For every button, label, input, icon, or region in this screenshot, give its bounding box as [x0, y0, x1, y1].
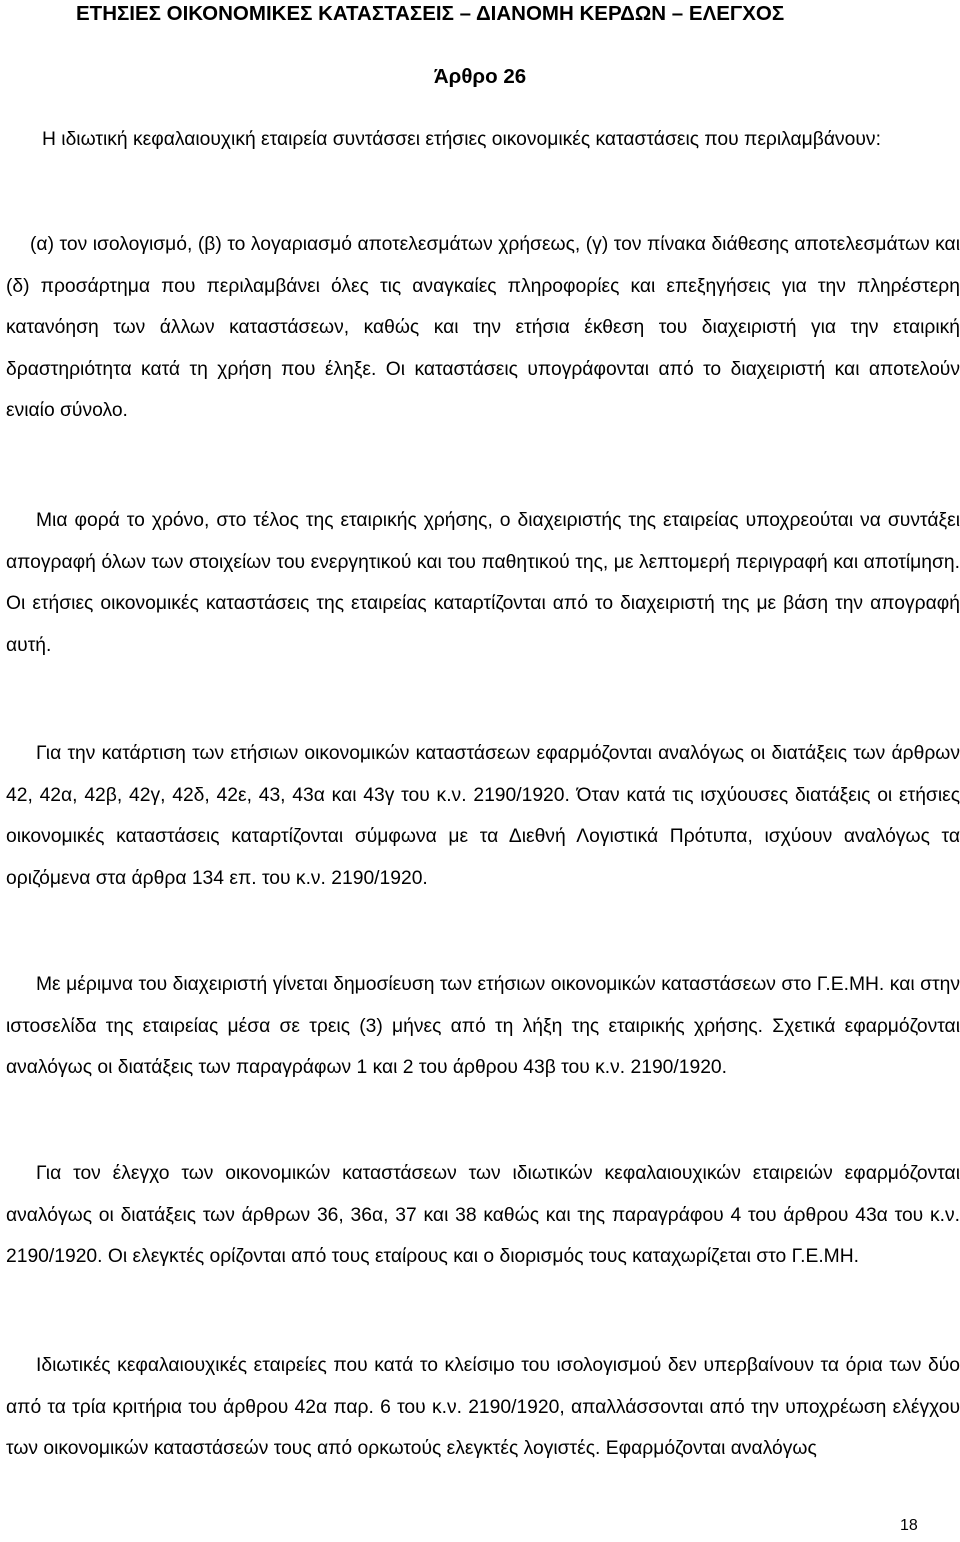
page-number: 18 — [900, 1517, 918, 1534]
paragraph-7: Ιδιωτικές κεφαλαιουχικές εταιρείες που κατά το κλείσιμο του ισολογισμού δεν υπερβαίνουν τα όρια των δύο από τα τρία κριτήρια του άρθρου 42α παρ. 6 του κ.ν. 2190/1920, απαλλάσσονται από την υποχρέωση ελέγχου των οικονομικών καταστάσεών τους από ορκωτούς ελεγκτές λογιστές. Εφαρμόζονται αναλόγως — [6, 1355, 960, 1459]
paragraph-3: Μια φορά το χρόνο, στο τέλος της εταιρικής χρήσης, ο διαχειριστής της εταιρείας υποχρεούται να συντάξει απογραφή όλων των στοιχείων του ενεργητικού και του παθητικού της, με λεπτομερή περιγραφή και αποτίμηση. Οι ετήσιες οικονομικές καταστάσεις της εταιρείας καταρτίζονται από το διαχειριστή της με βάση την απογραφή αυτή. — [6, 510, 960, 656]
paragraph-5: Με μέριμνα του διαχειριστή γίνεται δημοσίευση των ετήσιων οικονομικών καταστάσεων στο Γ.Ε.ΜΗ. και στην ιστοσελίδα της εταιρείας μέσα σε τρεις (3) μήνες από τη λήξη της εταιρικής χρήσης. Σχετικά εφαρμόζονται αναλόγως οι διατάξεις των παραγράφων 1 και 2 του άρθρου 43β του κ.ν. 2190/1920. — [6, 974, 960, 1078]
article-title: Άρθρο 26 — [433, 65, 527, 88]
paragraph-2: (α) τον ισολογισμό, (β) το λογαριασμό αποτελεσμάτων χρήσεως, (γ) τον πίνακα διάθεσης αποτελεσμάτων και (δ) προσάρτημα που περιλαμβάνει όλες τις αναγκαίες πληροφορίες και επεξηγήσεις για την πληρέστερη κατανόηση των άλλων καταστάσεων, καθώς και την ετήσια έκθεση του διαχειριστή για την εταιρική δραστηριότητα κατά τη χρήση που έληξε. Οι καταστάσεις υπογράφονται από το διαχειριστή και αποτελούν ενιαίο σύνολο. — [6, 234, 960, 421]
document-heading: ΕΤΗΣΙΕΣ ΟΙΚΟΝΟΜΙΚΕΣ ΚΑΤΑΣΤΑΣΕΙΣ – ΔΙΑΝΟΜΗ ΚΕΡΔΩΝ – ΕΛΕΓΧΟΣ — [76, 2, 785, 25]
paragraph-4: Για την κατάρτιση των ετήσιων οικονομικών καταστάσεων εφαρμόζονται αναλόγως οι διατάξεις των άρθρων 42, 42α, 42β, 42γ, 42δ, 42ε, 43, 43α και 43γ του κ.ν. 2190/1920. Όταν κατά τις ισχύουσες διατάξεις οι ετήσιες οικονομικές καταστάσεις καταρτίζονται σύμφωνα με τα Διεθνή Λογιστικά Πρότυπα, ισχύουν αναλόγως τα οριζόμενα στα άρθρα 134 επ. του κ.ν. 2190/1920. — [6, 743, 960, 889]
paragraph-1: Η ιδιωτική κεφαλαιουχική εταιρεία συντάσσει ετήσιες οικονομικές καταστάσεις που περιλαμβάνουν: — [42, 129, 881, 150]
paragraph-6: Για τον έλεγχο των οικονομικών καταστάσεων των ιδιωτικών κεφαλαιουχικών εταιρειών εφαρμόζονται αναλόγως οι διατάξεις των άρθρων 36, 36α, 37 και 38 καθώς και της παραγράφου 4 του άρθρου 43α του κ.ν. 2190/1920. Οι ελεγκτές ορίζονται από τους εταίρους και ο διορισμός τους καταχωρίζεται στο Γ.Ε.ΜΗ. — [6, 1163, 960, 1267]
